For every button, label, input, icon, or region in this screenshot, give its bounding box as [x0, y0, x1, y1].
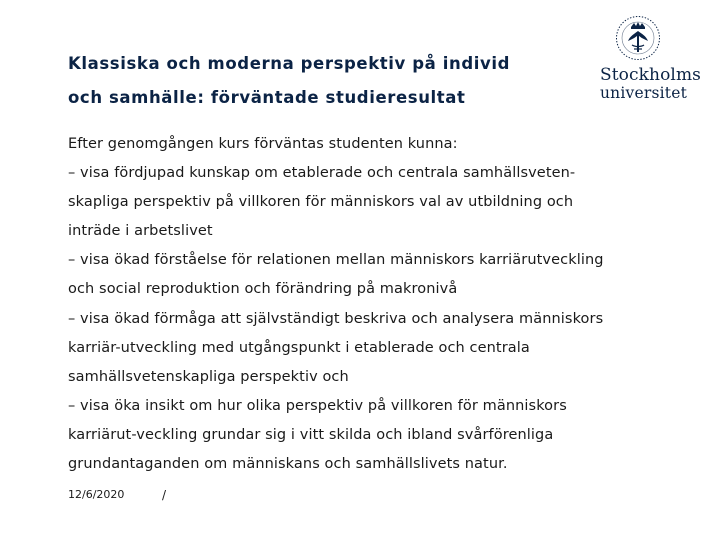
body-line: inträde i arbetslivet	[68, 223, 213, 240]
body-line: – visa öka insikt om hur olika perspektiv på villkoren för människors	[68, 397, 567, 414]
logo-wordmark-line-2: universitet	[600, 84, 688, 102]
slide-title-line-1: Klassiska och moderna perspektiv på individ	[68, 54, 511, 73]
body-line: – visa ökad förmåga att självständigt beskriva och analysera människors	[68, 310, 604, 327]
body-line: grundantaganden om människans och samhällslivets natur.	[68, 456, 508, 473]
slide-title	[68, 56, 588, 106]
slide-title-line-2: och samhälle: förväntade studieresultat	[68, 87, 466, 107]
logo-wordmark-line-1: Stockholms	[600, 65, 701, 85]
body-intro: Efter genomgången kurs förväntas studenten kunna:	[68, 136, 458, 152]
university-seal-icon	[614, 14, 662, 62]
body-line: karriärut-veckling grundar sig i vitt skilda och ibland svårförenliga	[68, 426, 554, 443]
body-line: skapliga perspektiv på villkoren för människors val av utbildning och	[68, 194, 574, 211]
body-line: och social reproduktion och förändring på makronivå	[68, 281, 458, 298]
body-line: – visa ökad förståelse för relationen mellan människors karriärutveckling	[68, 252, 604, 269]
footer-date: 12/6/2020	[68, 488, 125, 501]
university-logo	[600, 14, 700, 104]
slide-body	[68, 130, 668, 479]
slide-footer	[68, 488, 167, 502]
body-line: samhällsvetenskapliga perspektiv och	[68, 368, 349, 385]
body-line: karriär-utveckling med utgångspunkt i etablerade och centrala	[68, 339, 530, 356]
footer-separator: /	[162, 488, 167, 502]
body-line: – visa fördjupad kunskap om etablerade och centrala samhällsveten-	[68, 165, 576, 182]
